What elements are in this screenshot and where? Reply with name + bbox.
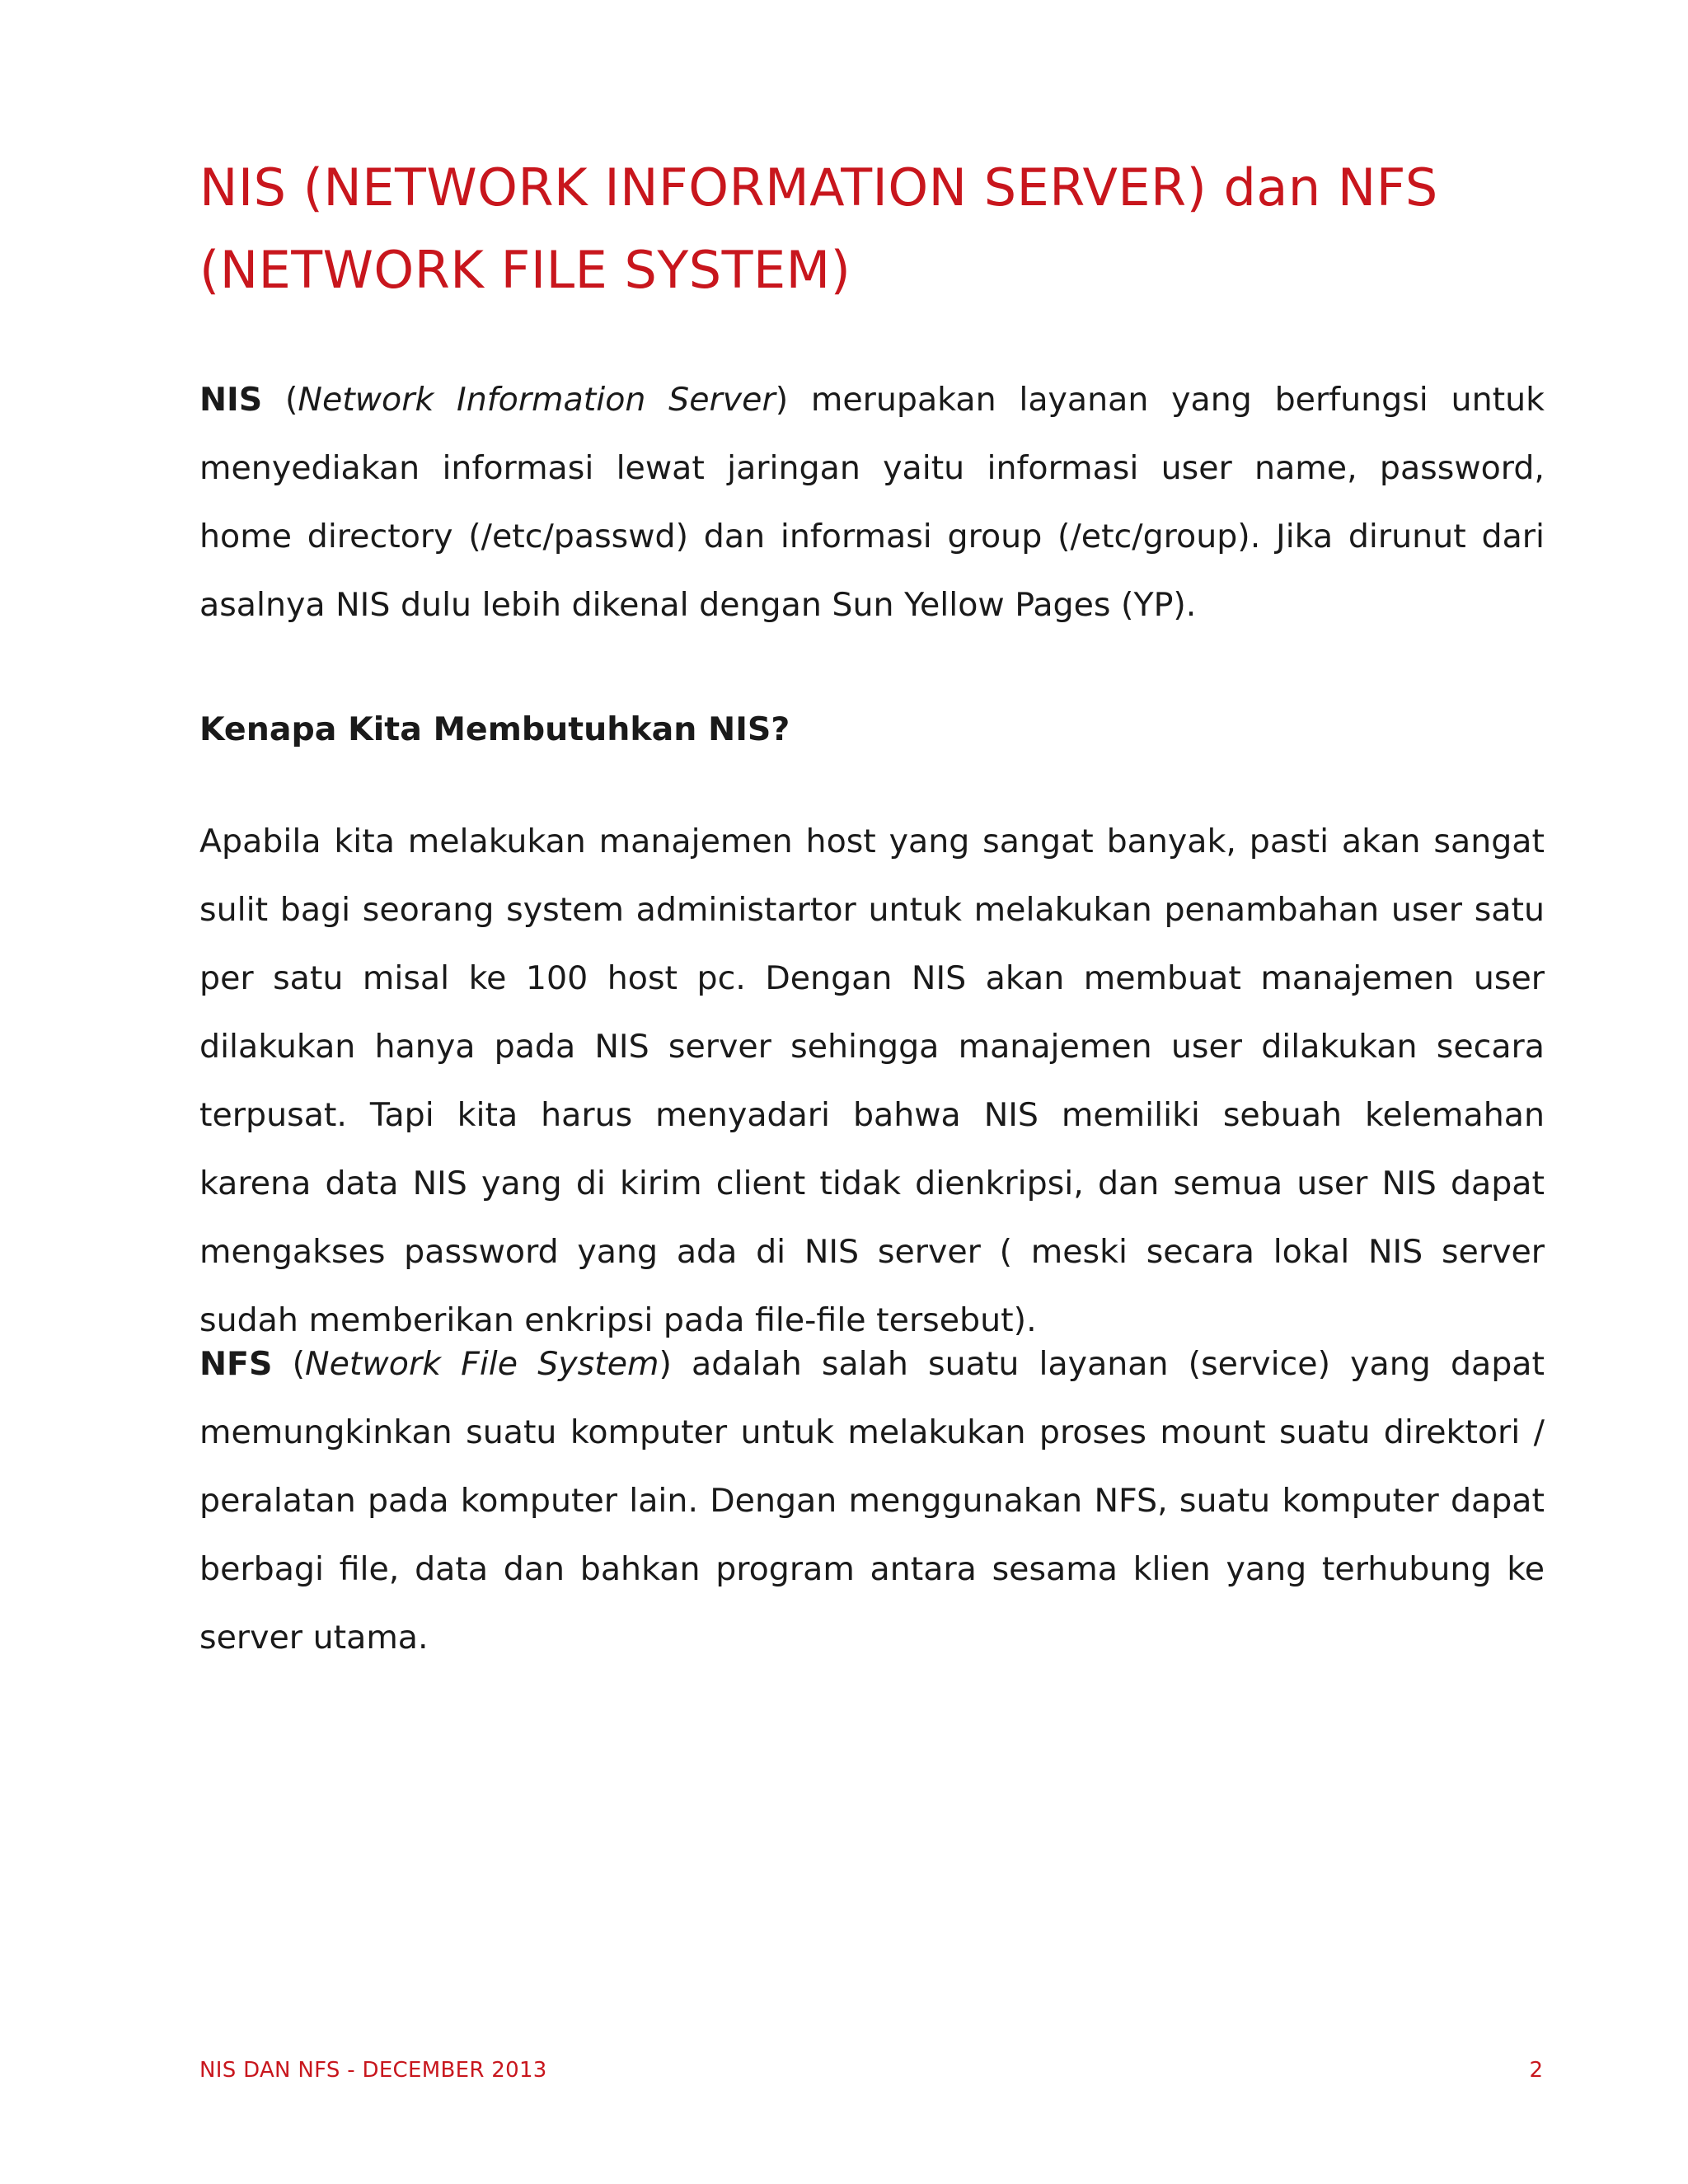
nfs-open-paren: ( <box>272 1345 306 1383</box>
document-title <box>199 147 1551 312</box>
section-heading: Kenapa Kita Membutuhkan NIS? <box>199 710 790 748</box>
nis-open-paren: ( <box>262 381 298 419</box>
nis-term: NIS <box>199 381 263 419</box>
nis-definition-text: ) merupakan layanan yang berfungsi untuk menyediakan informasi lewat jaringan yaitu informasi user name, password, home directory (/etc/passwd) dan informasi group (/etc/group). Jika dirunut dari asalnya NIS dulu lebih dikenal dengan Sun Yellow Pages (YP). <box>199 381 1545 624</box>
nfs-definition-text: ) adalah salah suatu layanan (service) yang dapat memungkinkan suatu komputer untuk melakukan proses mount suatu direktori / peralatan pada komputer lain. Dengan menggunakan NFS, suatu komputer dapat berbagi file, data dan bahkan program antara sesama klien yang terhubung ke server utama. <box>199 1345 1545 1657</box>
nfs-term: NFS <box>199 1345 273 1383</box>
nis-reason-paragraph: Apabila kita melakukan manajemen host yang sangat banyak, pasti akan sangat sulit bagi seorang system administartor untuk melakukan penambahan user satu per satu misal ke 100 host pc. Dengan NIS akan membuat manajemen user dilakukan hanya pada NIS server sehingga manajemen user dilakukan secara terpusat. Tapi kita harus menyadari bahwa NIS memiliki sebuah kelemahan karena data NIS yang di kirim client tidak dienkripsi, dan semua user NIS dapat mengakses password yang ada di NIS server ( meski secara lokal NIS server sudah memberikan enkripsi pada file-file tersebut). <box>199 823 1545 1339</box>
footer-page-number: 2 <box>1529 2058 1543 2083</box>
nis-definition-paragraph <box>199 366 1545 640</box>
document-title-line-1: NIS (NETWORK INFORMATION SERVER) dan NFS <box>199 157 1438 218</box>
nfs-definition-paragraph <box>199 1330 1545 1672</box>
footer-document-info: NIS DAN NFS - DECEMBER 2013 <box>199 2058 547 2083</box>
nfs-expansion: Network File System <box>305 1345 659 1383</box>
nis-expansion: Network Information Server <box>298 381 776 419</box>
document-title-line-2: (NETWORK FILE SYSTEM) <box>199 240 851 300</box>
